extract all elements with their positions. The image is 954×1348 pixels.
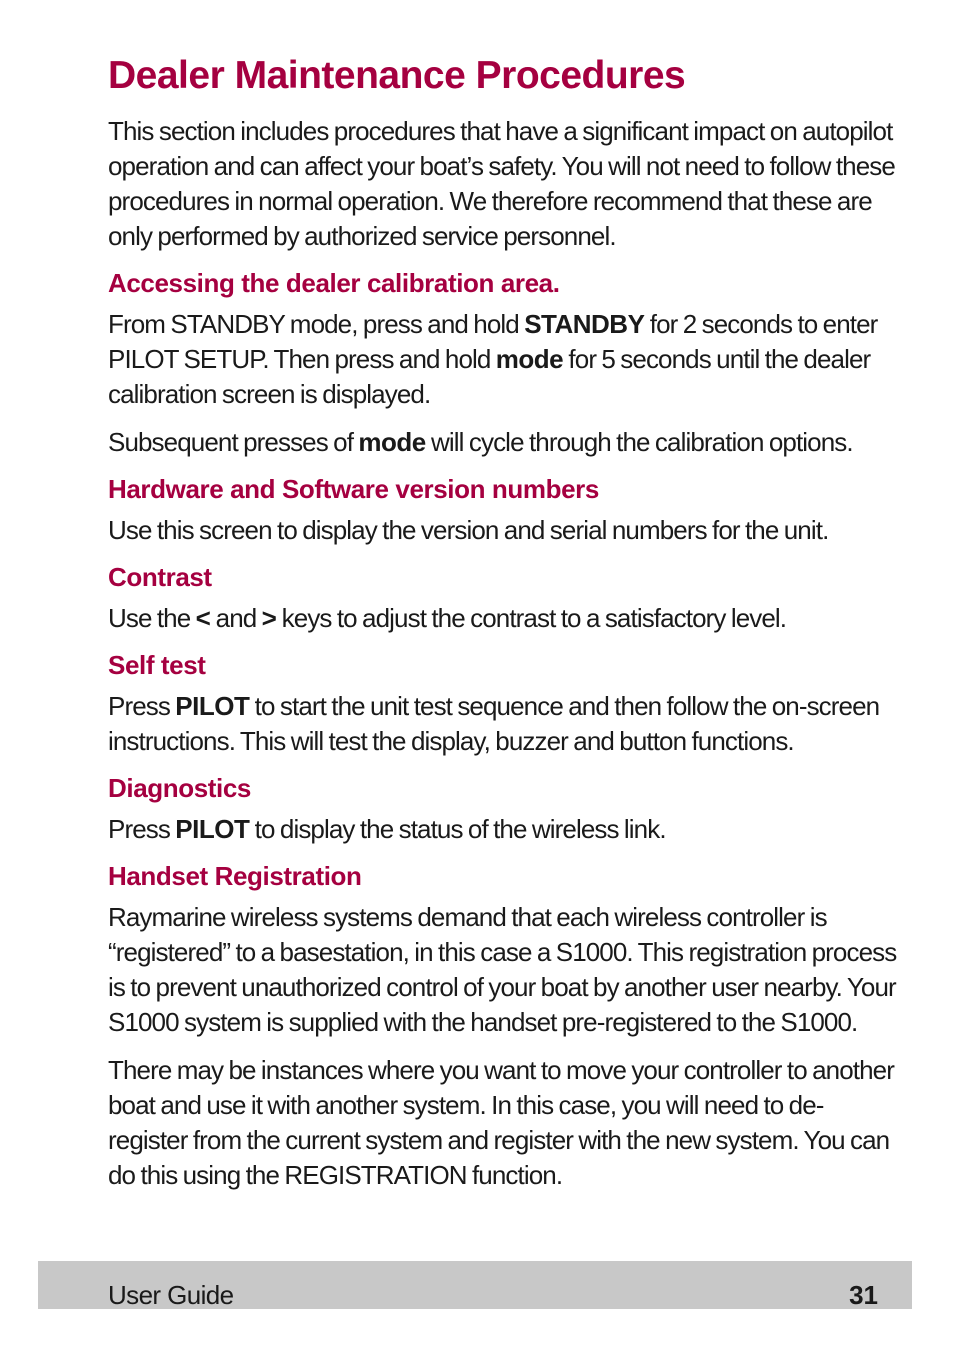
footer-bar (38, 1261, 912, 1309)
heading-access: Accessing the dealer calibration area. (108, 268, 560, 298)
diagnostics-paragraph: Press PILOT to display the status of the wireless link. (108, 814, 666, 844)
access-paragraph-1: From STANDBY mode, press and hold STANDBY for 2 seconds to enter PILOT SETUP. Then press and hold mode for 5 seconds until the dealer calibration screen is displayed. (108, 309, 878, 409)
key-standby: STANDBY (524, 309, 645, 339)
version-paragraph: Use this screen to display the version and serial numbers for the unit. (108, 515, 829, 545)
heading-contrast: Contrast (108, 562, 212, 592)
page-title: Dealer Maintenance Procedures (108, 54, 686, 97)
key-less-than: < (195, 603, 211, 633)
self-test-paragraph: Press PILOT to start the unit test sequence and then follow the on-screen instructions. This will test the display, buzzer and button functions. (108, 691, 880, 756)
registration-paragraph-1: Raymarine wireless systems demand that each wireless controller is “registered” to a basestation, in this case a S1000. This registration process is to prevent unauthorized control of your boat by another user nearby. Your S1000 system is supplied with the handset pre-registered to the S1000. (108, 902, 897, 1037)
intro-paragraph: This section includes procedures that have a significant impact on autopilot operation and can affect your boat’s safety. You will not need to follow these procedures in normal operation. We therefore recommend that these are only performed by authorized service personnel. (108, 116, 895, 251)
page-content (108, 52, 898, 1206)
heading-registration: Handset Registration (108, 861, 362, 891)
heading-version: Hardware and Software version numbers (108, 474, 599, 504)
page-number: 31 (849, 1280, 878, 1310)
key-pilot-2: PILOT (175, 814, 250, 844)
footer-label: User Guide (108, 1280, 234, 1310)
heading-diagnostics: Diagnostics (108, 773, 251, 803)
key-greater-than: > (261, 603, 277, 633)
key-mode: mode (495, 344, 564, 374)
key-pilot: PILOT (175, 691, 250, 721)
contrast-paragraph: Use the < and > keys to adjust the contrast to a satisfactory level. (108, 603, 787, 633)
heading-self-test: Self test (108, 650, 206, 680)
registration-paragraph-2: There may be instances where you want to move your controller to another boat and use it with another system. In this case, you will need to de-register from the current system and register with the new system. You can do this using the REGISTRATION function. (108, 1055, 894, 1190)
access-paragraph-2: Subsequent presses of mode will cycle through the calibration options. (108, 427, 853, 457)
key-mode-2: mode (358, 427, 426, 457)
